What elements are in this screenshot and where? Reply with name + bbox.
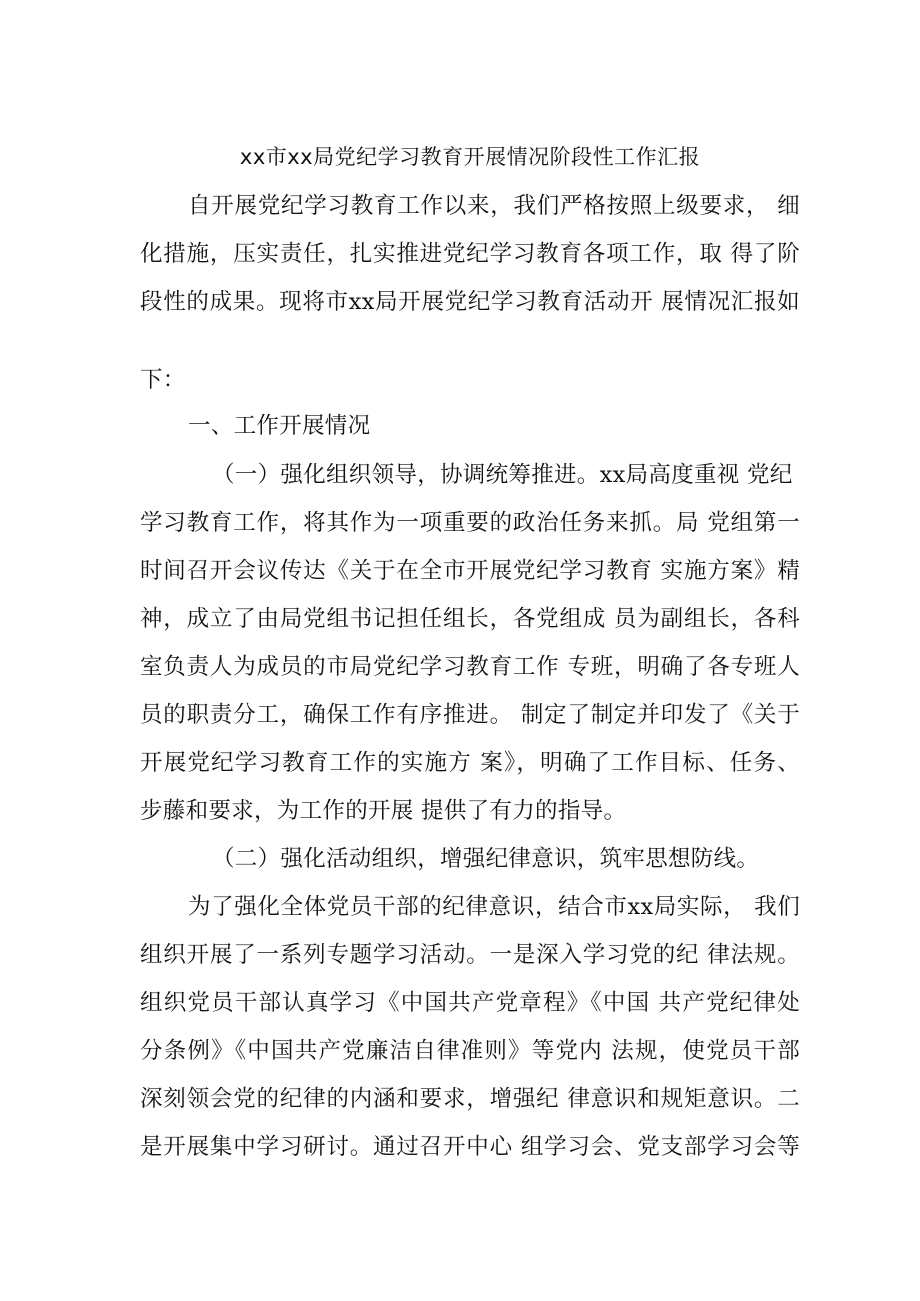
paragraph-line: 下： xyxy=(140,367,186,393)
subsection-heading: （二）强化活动组织，增强纪律意识，筑牢思想防线。 xyxy=(212,846,760,872)
paragraph-line: 员的职责分工，确保工作有序推进。 制定了制定并印发了《关于 xyxy=(140,702,800,728)
paragraph-line: 深刻领会党的纪律的内涵和要求，增强纪 律意识和规矩意识。二 xyxy=(140,1086,800,1112)
paragraph-line: 室负责人为成员的市局党纪学习教育工作 专班，明确了各专班人 xyxy=(140,654,800,680)
paragraph-line: 组织开展了一系列专题学习活动。一是深入学习党的纪 律法规。 xyxy=(140,942,800,968)
paragraph-line: 开展党纪学习教育工作的实施方 案》，明确了工作目标、任务、 xyxy=(140,750,800,776)
paragraph-line: 时间召开会议传达《关于在全市开展党纪学习教育 实施方案》精 xyxy=(140,558,800,584)
paragraph-line: 神，成立了由局党组书记担任组长，各党组成 员为副组长，各科 xyxy=(140,606,800,632)
paragraph-line: 段性的成果。现将市xx局开展党纪学习教育活动开 展情况汇报如 xyxy=(140,289,800,315)
document-title: xx市xx局党纪学习教育开展情况阶段性工作汇报 xyxy=(239,145,701,169)
subsection-heading: （一）强化组织领导，协调统筹推进。xx局高度重视 党纪 xyxy=(212,462,793,488)
paragraph-line: 分条例》《中国共产党廉洁自律准则》等党内 法规，使党员干部 xyxy=(140,1038,800,1064)
paragraph-line: 步藤和要求，为工作的开展 提供了有力的指导。 xyxy=(140,798,627,824)
paragraph-line: 化措施，压实责任，扎实推进党纪学习教育各项工作，取 得了阶 xyxy=(140,241,800,267)
paragraph-line: 学习教育工作，将其作为一项重要的政治任务来抓。局 党组第一 xyxy=(140,510,800,536)
paragraph-line: 组织党员干部认真学习《中国共产党章程》《中国 共产党纪律处 xyxy=(140,990,800,1016)
section-heading: 一、工作开展情况 xyxy=(188,413,371,439)
paragraph-line: 是开展集中学习研讨。通过召开中心 组学习会、党支部学习会等 xyxy=(140,1134,800,1160)
paragraph-line: 为了强化全体党员干部的纪律意识，结合市xx局实际， 我们 xyxy=(188,894,800,920)
paragraph-line: 自开展党纪学习教育工作以来，我们严格按照上级要求， 细 xyxy=(188,193,800,219)
